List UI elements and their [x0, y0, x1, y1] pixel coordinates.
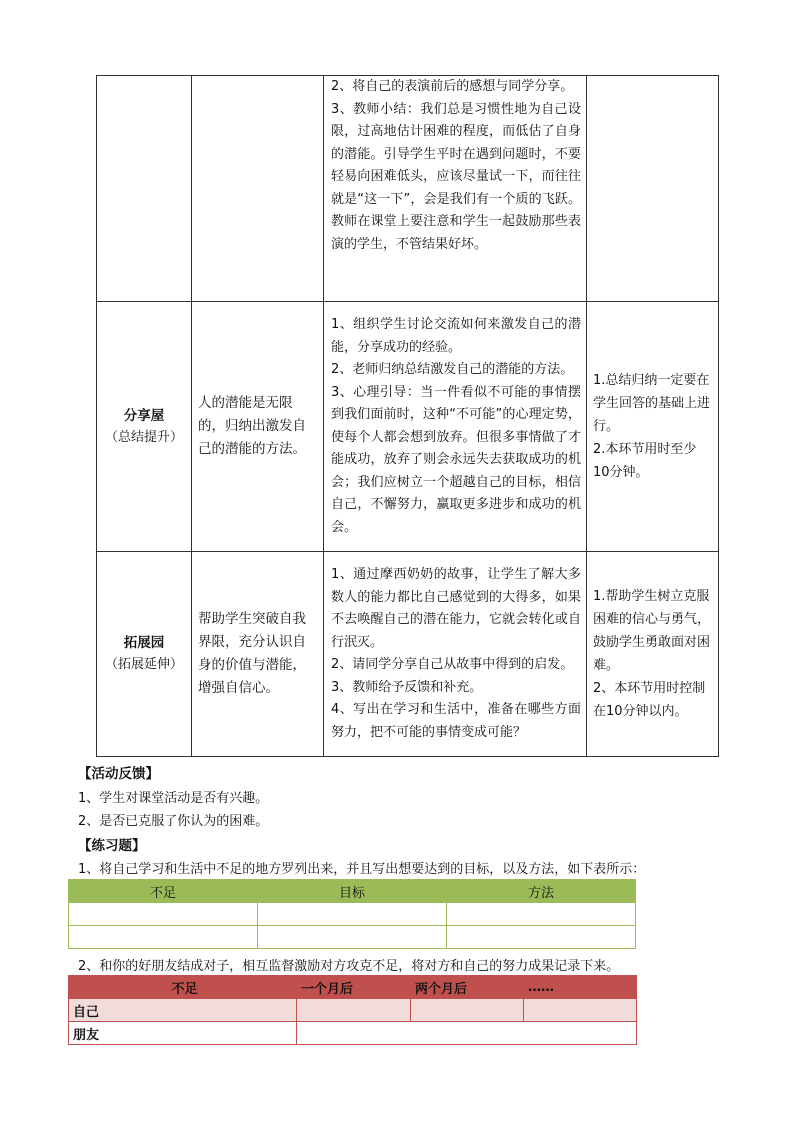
- table-row: [69, 903, 636, 926]
- feedback-item: 2、是否已克服了你认为的困难。: [78, 814, 269, 829]
- column-header: ……: [524, 976, 637, 999]
- table-cell[interactable]: [258, 926, 447, 949]
- column-header: 一个月后: [297, 976, 411, 999]
- activity-item: 3、心理引导：当一件看似不可能的事情摆到我们面前时，这种“不可能”的心理定势，使每个人都会想到放弃。但很多事情做了才能成功，放弃了则会永远失去获取成功的机会；我们应树立一个超越自己的目标，相信自己，不懈努力，赢取更多进步和成功的机会。: [331, 384, 581, 535]
- lesson-plan-table: [96, 75, 719, 757]
- table-cell[interactable]: [69, 903, 258, 926]
- goal-cell: 帮助学生突破自我界限，充分认识自身的价值与潜能，增强自信心。: [192, 552, 324, 757]
- note-item: 2.本环节用时至少10分钟。: [593, 442, 697, 480]
- activity-item: 1、通过摩西奶奶的故事，让学生了解大多数人的能力都比自己感觉到的大得多，如果不去唤醒自己的潜在能力，它就会转化或自行泯灭。: [331, 567, 581, 650]
- activity-item: 2、请同学分享自己从故事中得到的启发。: [331, 657, 574, 672]
- practice-table-1: [68, 879, 636, 949]
- table-header-row: [69, 880, 636, 903]
- table-cell[interactable]: [69, 926, 258, 949]
- table-cell[interactable]: [411, 999, 524, 1022]
- table-row: [69, 926, 636, 949]
- section-title: 分享屋: [123, 407, 165, 424]
- table-cell[interactable]: [411, 1022, 524, 1045]
- table-row: [97, 552, 719, 757]
- note-item: 1.总结归纳一定要在学生回答的基础上进行。: [593, 373, 711, 434]
- section-title: 拓展园: [123, 635, 165, 651]
- section-subtitle: （总结提升）: [104, 429, 183, 445]
- activity-cell: [324, 302, 587, 552]
- note-item: 1.帮助学生树立克服困难的信心与勇气，鼓励学生勇敢面对困难。: [593, 589, 711, 673]
- table-cell[interactable]: [258, 903, 447, 926]
- exercise-heading: 【练习题】: [78, 838, 146, 854]
- goal-cell: 人的潜能是无限的，归纳出激发自己的潜能的方法。: [192, 302, 324, 552]
- section-cell: [97, 552, 192, 757]
- activity-item: 4、写出在学习和生活中，准备在哪些方面努力，把不可能的事情变成可能？: [331, 702, 581, 740]
- column-header: 方法: [447, 880, 636, 903]
- goal-cell-empty: [192, 76, 324, 302]
- table-cell[interactable]: [447, 926, 636, 949]
- feedback-heading: 【活动反馈】: [78, 766, 159, 782]
- activity-item: 2、将自己的表演前后的感想与同学分享。: [331, 79, 574, 94]
- table-row: [69, 1022, 637, 1045]
- row-label: 自己: [69, 999, 297, 1022]
- table-row: [97, 76, 719, 302]
- notes-cell-empty: [587, 76, 719, 302]
- column-header: 不足: [69, 880, 258, 903]
- table-cell[interactable]: [524, 1022, 637, 1045]
- activity-item: 3、教师小结：我们总是习惯性地为自己设限，过高地估计困难的程度，而低估了自身的潜能。引导学生平时在遇到问题时，不要轻易向困难低头，应该尽量试一下，而往往就是“这一下”，会是我们有一个质的飞跃。教师在课堂上要注意和学生一起鼓励那些表演的学生，不管结果好坏。: [331, 101, 581, 252]
- section-cell-empty: [97, 76, 192, 302]
- column-header: 不足: [69, 976, 297, 999]
- table-cell[interactable]: [524, 999, 637, 1022]
- column-header: 目标: [258, 880, 447, 903]
- table-row: [97, 302, 719, 552]
- exercise-question-1: 1、将自己学习和生活中不足的地方罗列出来，并且写出想要达到的目标，以及方法，如下表所示：: [78, 862, 646, 877]
- table-cell[interactable]: [297, 999, 411, 1022]
- column-header: 两个月后: [411, 976, 524, 999]
- table-cell[interactable]: [447, 903, 636, 926]
- table-header-row: [69, 976, 637, 999]
- activity-item: 1、组织学生讨论交流如何来激发自己的潜能，分享成功的经验。: [331, 317, 581, 355]
- note-item: 2、本环节用时控制在10分钟以内。: [593, 681, 706, 719]
- activity-item: 2、老师归纳总结激发自己的潜能的方法。: [331, 362, 574, 377]
- notes-cell: [587, 302, 719, 552]
- feedback-item: 1、学生对课堂活动是否有兴趣。: [78, 791, 269, 806]
- notes-cell: [587, 552, 719, 757]
- practice-table-2: [68, 975, 637, 1045]
- section-cell: [97, 302, 192, 552]
- row-label: 朋友: [69, 1022, 297, 1045]
- table-cell[interactable]: [297, 1022, 411, 1045]
- activity-cell: [324, 76, 587, 302]
- exercise-question-2: 2、和你的好朋友结成对子，相互监督激励对方攻克不足，将对方和自己的努力成果记录下来。: [78, 959, 620, 974]
- section-subtitle: （拓展延伸）: [104, 657, 183, 672]
- activity-item: 3、教师给予反馈和补充。: [331, 679, 483, 695]
- table-row: [69, 999, 637, 1022]
- activity-cell: [324, 552, 587, 757]
